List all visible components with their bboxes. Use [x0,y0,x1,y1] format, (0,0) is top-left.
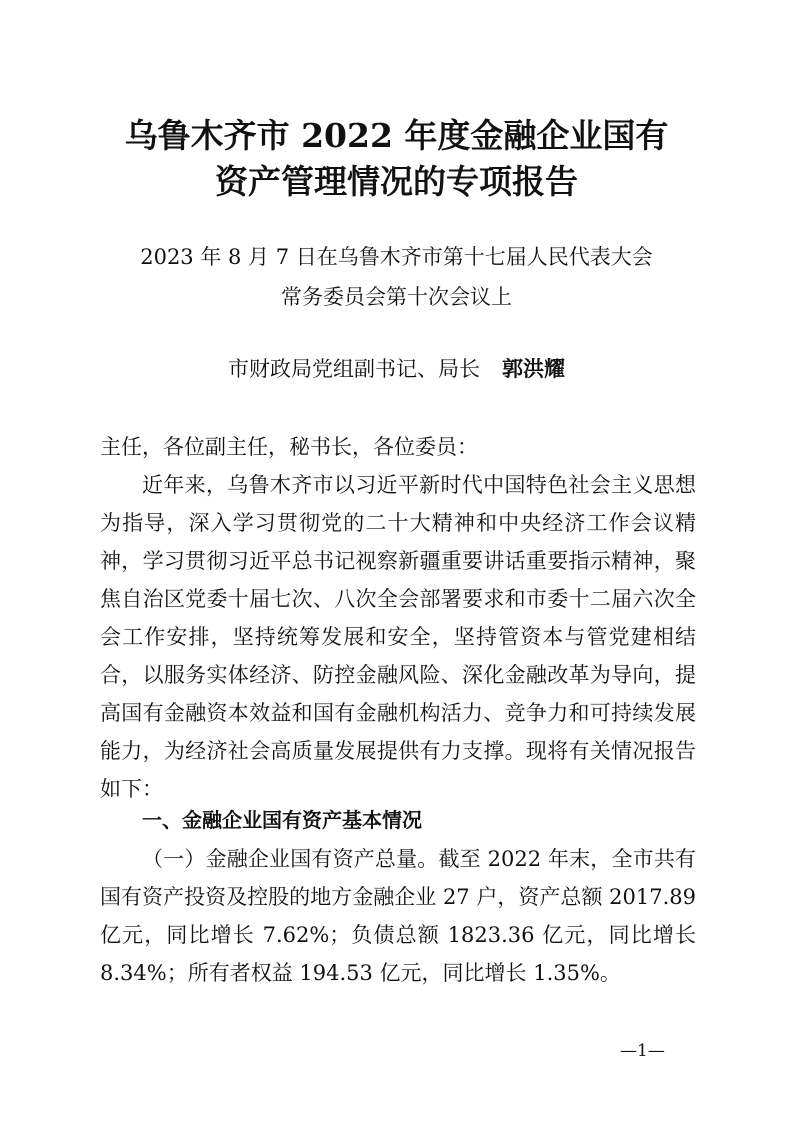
meeting-info-line-1: 2023 年 8 月 7 日在乌鲁木齐市第十七届人民代表大会 [140,245,653,269]
author-role: 市财政局党组副书记、局长 [228,357,480,381]
page-number: —1— [620,1041,665,1061]
intro-paragraph: 近年来，乌鲁木齐市以习近平新时代中国特色社会主义思想为指导，深入学习贯彻党的二十大精神和中央经济工作会议精神，学习贯彻习近平总书记视察新疆重要讲话重要指示精神，聚焦自治区党委十届七次、八次全会部署要求和市委十二届六次全会工作安排，坚持统筹发展和安全，坚持管资本与管党建相结合，以服务实体经济、防控金融风险、深化金融改革为导向，提高国有金融资本效益和国有金融机构活力、竞争力和可持续发展能力，为经济社会高质量发展提供有力支撑。现将有关情况报告如下： [100,473,696,801]
salutation: 主任，各位副主任，秘书长，各位委员： [100,435,478,459]
author-name: 郭洪耀 [502,357,565,381]
report-title-line-2: 资产管理情况的专项报告 [215,162,578,201]
section-paragraph: （一）金融企业国有资产总量。截至 2022 年末，全市共有国有资产投资及控股的地方金融企业 27 户，资产总额 2017.89 亿元，同比增长 7.62%；负债总额 1823.36 亿元，同比增长 8.34%；所有者权益 194.53 亿元，同比增长 1.35%。 [100,847,696,985]
author-line [0,355,793,383]
meeting-info-line-2: 常务委员会第十次会议上 [281,285,512,309]
report-title-line-1: 乌鲁木齐市 2022 年度金融企业国有 [124,116,669,155]
section-heading: 一、金融企业国有资产基本情况 [142,808,422,832]
